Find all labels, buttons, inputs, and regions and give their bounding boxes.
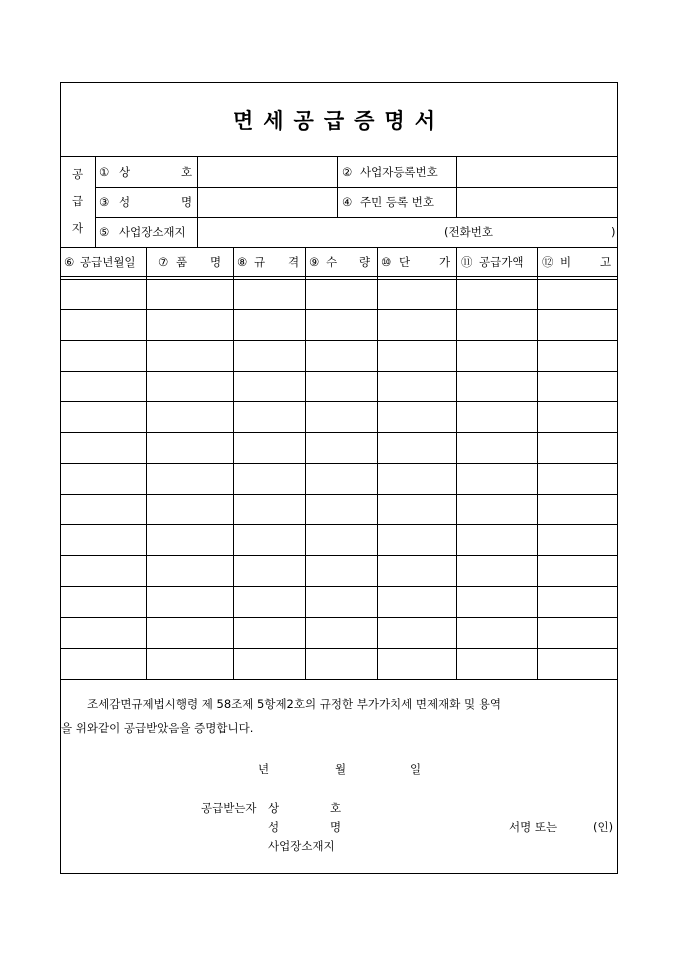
- table-row[interactable]: [61, 524, 617, 525]
- id-no-no: ④: [342, 195, 353, 209]
- supplier-rep-label: 성: [119, 195, 131, 209]
- col-header-remarks: 비: [560, 255, 572, 269]
- supplier-rep-label: 명: [181, 195, 193, 209]
- divider: [61, 247, 617, 248]
- table-row[interactable]: [61, 494, 617, 495]
- col-header-date: 공급년월일: [80, 255, 136, 269]
- supplier-label-char: 자: [72, 221, 84, 235]
- table-row[interactable]: [61, 371, 617, 372]
- col-header-qty: 수: [326, 255, 338, 269]
- recipient-rep-label: 명: [330, 820, 342, 834]
- table-row[interactable]: [61, 401, 617, 402]
- supplier-name-field[interactable]: [198, 157, 336, 186]
- table-row[interactable]: [61, 463, 617, 464]
- col-header-unit-price: 가: [439, 255, 451, 269]
- col-header-qty: 량: [359, 255, 371, 269]
- certificate-form: [60, 82, 618, 874]
- table-row[interactable]: [61, 679, 617, 680]
- col-header-no: ⑦: [158, 255, 169, 269]
- col-header-item: 명: [210, 255, 222, 269]
- statement-line: 조세감면규제법시행령 제 58조제 5항제2호의 규정한 부가가치세 면제재화 및 용역: [87, 697, 501, 711]
- col-header-spec: 격: [288, 255, 300, 269]
- col-header-no: ⑧: [237, 255, 248, 269]
- id-no-label: 주민 등록 번호: [360, 195, 434, 209]
- supplier-addr-label: 사업장소재지: [119, 225, 186, 239]
- reg-no-field[interactable]: [457, 157, 617, 186]
- supplier-name-no: ①: [99, 165, 110, 179]
- reg-no-no: ②: [342, 165, 353, 179]
- form-title: 면세공급증명서: [232, 108, 445, 133]
- table-row[interactable]: [61, 586, 617, 587]
- recipient-addr-label: 사업장소재지: [268, 839, 335, 853]
- date-month: 월: [335, 762, 347, 776]
- recipient-name-label: 호: [330, 801, 342, 815]
- supplier-rep-field[interactable]: [198, 188, 336, 216]
- col-header-spec: 규: [254, 255, 266, 269]
- table-row[interactable]: [61, 432, 617, 433]
- id-no-field[interactable]: [457, 188, 617, 216]
- col-header-no: ⑪: [461, 255, 473, 269]
- col-header-no: ⑫: [542, 255, 554, 269]
- table-row[interactable]: [61, 555, 617, 556]
- supplier-rep-no: ③: [99, 195, 110, 209]
- statement-line: 을 위와같이 공급받았음을 증명합니다.: [61, 721, 254, 735]
- table-row[interactable]: [61, 340, 617, 341]
- table-row[interactable]: [61, 617, 617, 618]
- divider: [61, 276, 617, 277]
- divider: [337, 156, 338, 217]
- col-header-unit-price: 단: [399, 255, 411, 269]
- supplier-addr-field[interactable]: [198, 218, 578, 246]
- col-header-no: ⑩: [381, 255, 392, 269]
- col-header-amount: 공급가액: [479, 255, 524, 269]
- recipient-name-label: 상: [268, 801, 280, 815]
- supplier-name-label: 상: [119, 165, 131, 179]
- supplier-label-char: 급: [72, 194, 84, 208]
- supplier-name-label: 호: [181, 165, 193, 179]
- divider: [61, 279, 617, 280]
- recipient-rep-label: 성: [268, 820, 280, 834]
- seal-mark: (인): [593, 820, 614, 834]
- col-header-no: ⑥: [64, 255, 75, 269]
- date-day: 일: [410, 762, 422, 776]
- reg-no-label: 사업자등록번호: [360, 165, 438, 179]
- supplier-label-char: 공: [72, 167, 84, 181]
- table-row[interactable]: [61, 309, 617, 310]
- col-header-remarks: 고: [600, 255, 612, 269]
- supplier-addr-no: ⑤: [99, 225, 110, 239]
- divider: [95, 156, 96, 247]
- signature-label: 서명 또는: [509, 820, 558, 834]
- recipient-label: 공급받는자: [201, 801, 257, 815]
- col-header-no: ⑨: [309, 255, 320, 269]
- table-row[interactable]: [61, 648, 617, 649]
- phone-label: (전화번호: [444, 225, 493, 239]
- col-header-item: 품: [176, 255, 188, 269]
- date-year: 년: [258, 762, 270, 776]
- phone-close: ): [611, 225, 616, 239]
